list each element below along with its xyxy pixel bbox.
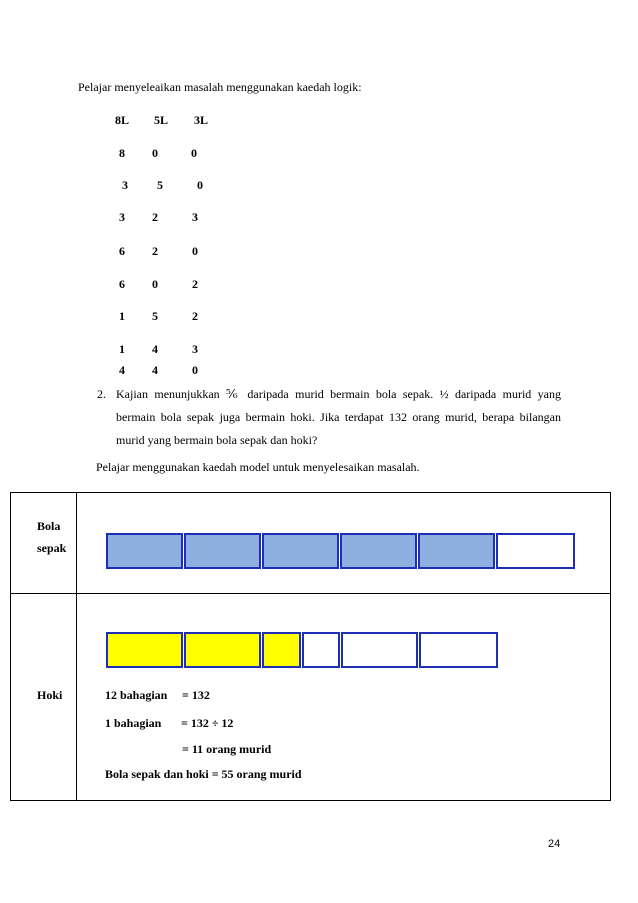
cell-3l: 3 [192, 210, 198, 224]
hoki-bar [106, 632, 498, 668]
method-text: Pelajar menggunakan kaedah model untuk menyelesaikan masalah. [96, 460, 420, 474]
cell-8l: 8 [119, 146, 125, 160]
question-2 [97, 383, 561, 452]
hoki-label: Hoki [37, 688, 63, 702]
question-number: 2. [97, 387, 106, 401]
cell-3l: 0 [192, 244, 198, 258]
cell-3l: 0 [191, 146, 197, 160]
cell-5l: 5 [157, 178, 163, 192]
cell-8l: 1 [119, 342, 125, 356]
cell-8l: 3 [119, 210, 125, 224]
bar-segment-shaded [184, 533, 261, 569]
bar-segment-empty [341, 632, 418, 668]
calc-line2-left: 1 bahagian [105, 716, 162, 730]
bar-segment-shaded [418, 533, 495, 569]
header-5l: 5L [154, 113, 169, 127]
cell-8l: 6 [119, 277, 125, 291]
bar-segment-shaded [184, 632, 261, 668]
cell-8l: 1 [119, 309, 125, 323]
bar-segment-shaded [340, 533, 417, 569]
model-table-divider-horizontal [10, 593, 611, 594]
cell-8l: 3 [122, 178, 128, 192]
bar-segment-shaded [106, 533, 183, 569]
cell-5l: 5 [152, 309, 158, 323]
intro-text: Pelajar menyeleaikan masalah menggunakan kaedah logik: [78, 80, 362, 94]
calc-line1-left: 12 bahagian [105, 688, 168, 702]
bola-sepak-bar [106, 533, 575, 569]
cell-3l: 0 [197, 178, 203, 192]
cell-5l: 0 [152, 277, 158, 291]
model-table-divider-vertical [76, 492, 77, 801]
calc-line3: = 11 orang murid [182, 742, 272, 756]
calc-line4: Bola sepak dan hoki = 55 orang murid [105, 767, 302, 781]
cell-5l: 2 [152, 210, 158, 224]
bar-segment-empty-half [302, 632, 340, 668]
bar-segment-empty [419, 632, 498, 668]
bola-label-line1: Bola [37, 519, 61, 533]
bola-sepak-label [37, 515, 66, 559]
cell-5l: 0 [152, 146, 158, 160]
cell-3l: 2 [192, 309, 198, 323]
page-number: 24 [548, 838, 561, 850]
header-8l: 8L [115, 113, 130, 127]
bar-segment-shaded [106, 632, 183, 668]
calc-line2-right: = 132 ÷ 12 [181, 716, 234, 730]
cell-8l: 6 [119, 244, 125, 258]
bola-label-line2: sepak [37, 541, 67, 555]
cell-3l: 0 [192, 363, 198, 377]
cell-5l: 2 [152, 244, 158, 258]
cell-5l: 4 [152, 363, 158, 377]
cell-3l: 3 [192, 342, 198, 356]
bar-segment-empty [496, 533, 575, 569]
question-text: Kajian menunjukkan ⅚ daripada murid bermain bola sepak. ½ daripada murid yang bermain bola sepak juga bermain hoki. Jika terdapat 132 orang murid, berapa bilangan murid yang bermain bola sepak dan hoki? [116, 387, 561, 447]
header-3l: 3L [194, 113, 209, 127]
cell-8l: 4 [119, 363, 125, 377]
cell-3l: 2 [192, 277, 198, 291]
bar-segment-shaded [262, 533, 339, 569]
calc-line1-right: = 132 [182, 688, 210, 702]
bar-segment-shaded-half [262, 632, 301, 668]
cell-5l: 4 [152, 342, 158, 356]
